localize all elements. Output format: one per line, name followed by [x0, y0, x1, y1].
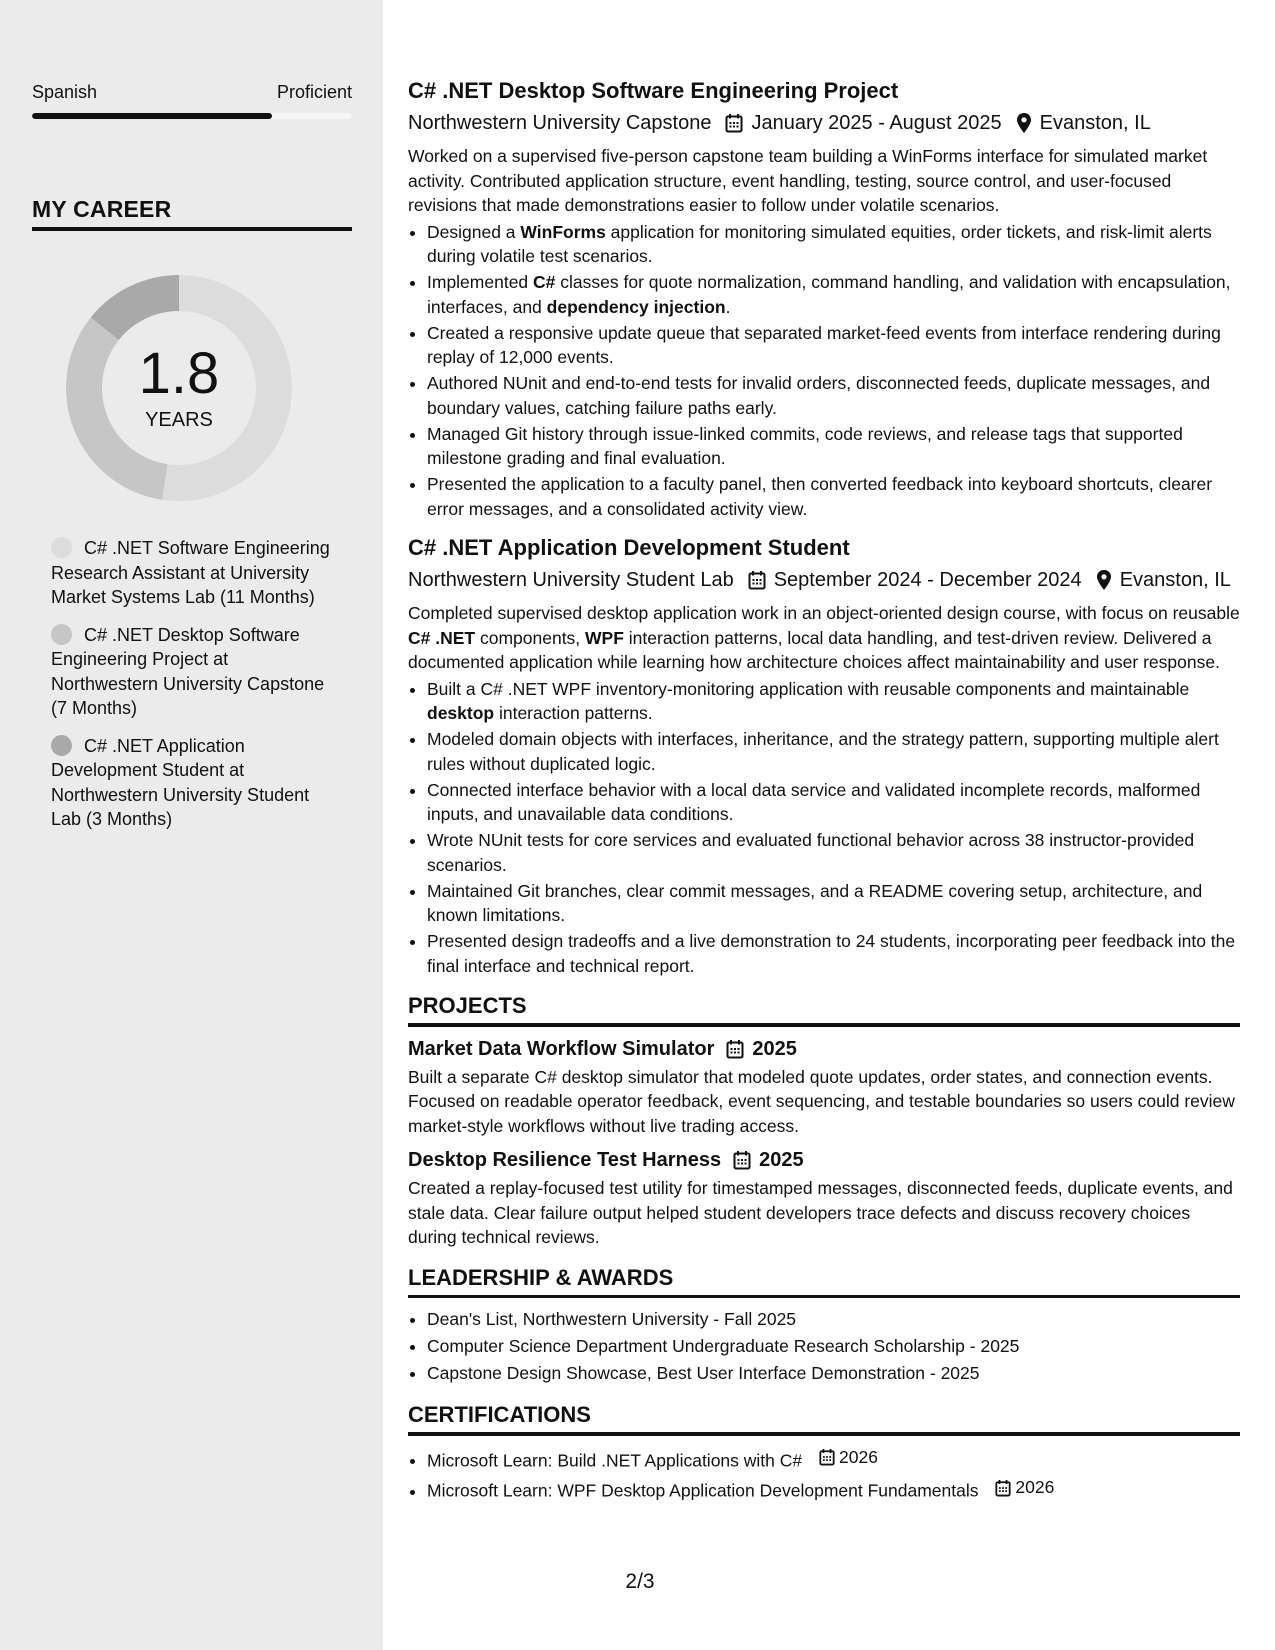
certification-name: Microsoft Learn: WPF Desktop Application Development Fundamentals [427, 1480, 979, 1501]
job-organization: Northwestern University Student Lab [408, 569, 734, 591]
job-title: C# .NET Desktop Software Engineering Project [408, 78, 899, 103]
certifications-list [408, 1444, 1240, 1505]
job-bullet: • Wrote NUnit tests for core services and evaluated functional behavior across 38 instructor-provided scenarios. [427, 828, 1240, 877]
language-level: Proficient [276, 82, 352, 102]
job-bullets [408, 677, 1240, 979]
map-pin-icon [1096, 569, 1112, 591]
career-heading-rule [32, 227, 352, 231]
bold-keyword: WinForms [520, 221, 606, 242]
job-bullet: • Implemented C# classes for quote normalization, command handling, and validation with encapsulation, interfaces, and dependency injection. [427, 270, 1240, 319]
project-header [408, 1035, 1240, 1063]
bold-keyword: dependency injection [546, 296, 726, 317]
sidebar [0, 0, 383, 1650]
job-bullet: • Presented the application to a faculty panel, then converted feedback into keyboard shortcuts, clearer error messages, and a consolidated activity view. [427, 472, 1240, 521]
job-location: Evanston, IL [1039, 112, 1151, 134]
calendar-icon [725, 113, 743, 133]
job-bullet: • Created a responsive update queue that separated market-feed events from interface rendering during replay of 12,000 events. [427, 321, 1240, 370]
job-description: Worked on a supervised five-person capstone team building a WinForms interface for simulated market activity. Contributed application structure, event handling, testing, source control, and user-focused revisions that made demonstrations easier to follow under volatile scenarios. [408, 146, 1208, 215]
legend-dot [51, 537, 72, 558]
map-pin-icon [1016, 112, 1032, 134]
section-rule [408, 1295, 1240, 1299]
leadership-item: • Dean's List, Northwestern University - Fall 2025 [427, 1306, 1240, 1333]
project-entry [408, 1035, 1240, 1139]
calendar-icon [726, 1039, 744, 1059]
language-row [32, 82, 352, 103]
job-bullet: • Presented design tradeoffs and a live demonstration to 24 students, incorporating peer feedback into the final interface and technical report. [427, 929, 1240, 978]
experience-entry [408, 76, 1240, 521]
language-name: Spanish [32, 82, 98, 102]
leadership-list [408, 1306, 1240, 1387]
calendar-icon [995, 1479, 1015, 1497]
career-years-unit: YEARS [145, 409, 213, 431]
career-legend-label: C# .NET Desktop Software Engineering Project at Northwestern University Capstone (7 Months) [51, 624, 325, 718]
job-description: Completed supervised desktop application work in an object-oriented design course, with focus on reusable C# .NET components, WPF interaction patterns, local data handling, and test-driven review. Delivered a documented application while learning how architecture choices affect maintainability and user response. [408, 603, 1240, 672]
certification-item [427, 1474, 1240, 1505]
language-proficiency-fill [32, 113, 272, 119]
job-location: Evanston, IL [1119, 569, 1231, 591]
career-years-value: 1.8 [138, 341, 220, 406]
job-bullets [408, 220, 1240, 522]
certification-date [819, 1444, 878, 1471]
certification-date [995, 1474, 1054, 1501]
project-entry [408, 1146, 1240, 1250]
job-bullet: • Connected interface behavior with a local data service and validated incomplete records, malformed inputs, and unavailable data conditions. [427, 778, 1240, 827]
job-dates: January 2025 - August 2025 [751, 112, 1002, 134]
calendar-icon [748, 570, 766, 590]
legend-dot [51, 624, 72, 645]
project-header [408, 1146, 1240, 1174]
page-number: 2/3 [625, 1570, 655, 1593]
career-legend-label: C# .NET Software Engineering Research Assistant at University Market Systems Lab (11 Months) [51, 538, 330, 607]
bold-keyword: desktop [427, 703, 495, 723]
section-rule [408, 1432, 1240, 1436]
project-name: Desktop Resilience Test Harness [408, 1149, 722, 1171]
language-proficiency-bar [32, 113, 352, 119]
career-heading: MY CAREER [32, 196, 172, 222]
project-description: Built a separate C# desktop simulator that modeled quote updates, order states, and connection events. Focused on readable operator feedback, event sequencing, and testable boundaries so users could review market-style workflows without live trading access. [408, 1066, 1235, 1136]
experience-entry [408, 533, 1240, 978]
job-bullet: • Designed a WinForms application for monitoring simulated equities, order tickets, and risk-limit alerts during volatile test scenarios. [427, 220, 1240, 269]
job-meta [408, 108, 1240, 138]
career-legend-item [51, 734, 331, 832]
leadership-item: • Capstone Design Showcase, Best User Interface Demonstration - 2025 [427, 1360, 1240, 1387]
project-year: 2025 [759, 1149, 804, 1171]
job-meta [408, 565, 1240, 595]
bold-keyword: C# .NET [408, 627, 476, 648]
career-legend-item [51, 536, 331, 610]
career-legend-label: C# .NET Application Development Student at Northwestern University Student Lab (3 Months) [51, 735, 310, 829]
job-organization: Northwestern University Capstone [408, 112, 712, 134]
job-bullet: • Built a C# .NET WPF inventory-monitoring application with reusable components and maintainable desktop interaction patterns. [427, 677, 1240, 726]
job-bullet: • Authored NUnit and end-to-end tests for invalid orders, disconnected feeds, duplicate messages, and boundary values, catching failure paths early. [427, 371, 1240, 420]
certification-year: 2026 [839, 1446, 878, 1467]
certification-name: Microsoft Learn: Build .NET Applications with C# [427, 1450, 803, 1470]
job-title: C# .NET Application Development Student [408, 535, 850, 560]
leadership-item: • Computer Science Department Undergraduate Research Scholarship - 2025 [427, 1333, 1240, 1360]
job-bullet: • Managed Git history through issue-linked commits, code reviews, and release tags that supported milestone grading and final evaluation. [427, 422, 1240, 471]
project-description: Created a replay-focused test utility for timestamped messages, disconnected feeds, duplicate events, and stale data. Clear failure output helped student developers trace defects and discuss recovery choices during technical reviews. [408, 1178, 1233, 1247]
calendar-icon [733, 1150, 751, 1170]
bold-keyword: WPF [585, 627, 624, 648]
job-bullet: • Modeled domain objects with interfaces, inheritance, and the strategy pattern, supporting multiple alert rules without duplicated logic. [427, 727, 1240, 776]
project-name: Market Data Workflow Simulator [408, 1037, 715, 1060]
job-dates: September 2024 - December 2024 [773, 569, 1082, 591]
certification-year: 2026 [1015, 1477, 1055, 1497]
project-year: 2025 [752, 1037, 797, 1060]
section-rule [408, 1023, 1240, 1027]
calendar-icon [819, 1448, 839, 1466]
bold-keyword: C# [533, 272, 556, 292]
main-content [408, 76, 1240, 1505]
certifications-heading: CERTIFICATIONS [408, 1402, 591, 1427]
certification-item [427, 1444, 1240, 1475]
leadership-heading: LEADERSHIP & AWARDS [408, 1264, 674, 1290]
career-legend-item [51, 623, 331, 721]
career-legend [51, 536, 331, 845]
legend-dot [51, 735, 72, 756]
career-donut-chart [66, 275, 292, 501]
job-bullet: • Maintained Git branches, clear commit messages, and a README covering setup, architecture, and known limitations. [427, 879, 1240, 928]
projects-heading: PROJECTS [408, 993, 527, 1018]
